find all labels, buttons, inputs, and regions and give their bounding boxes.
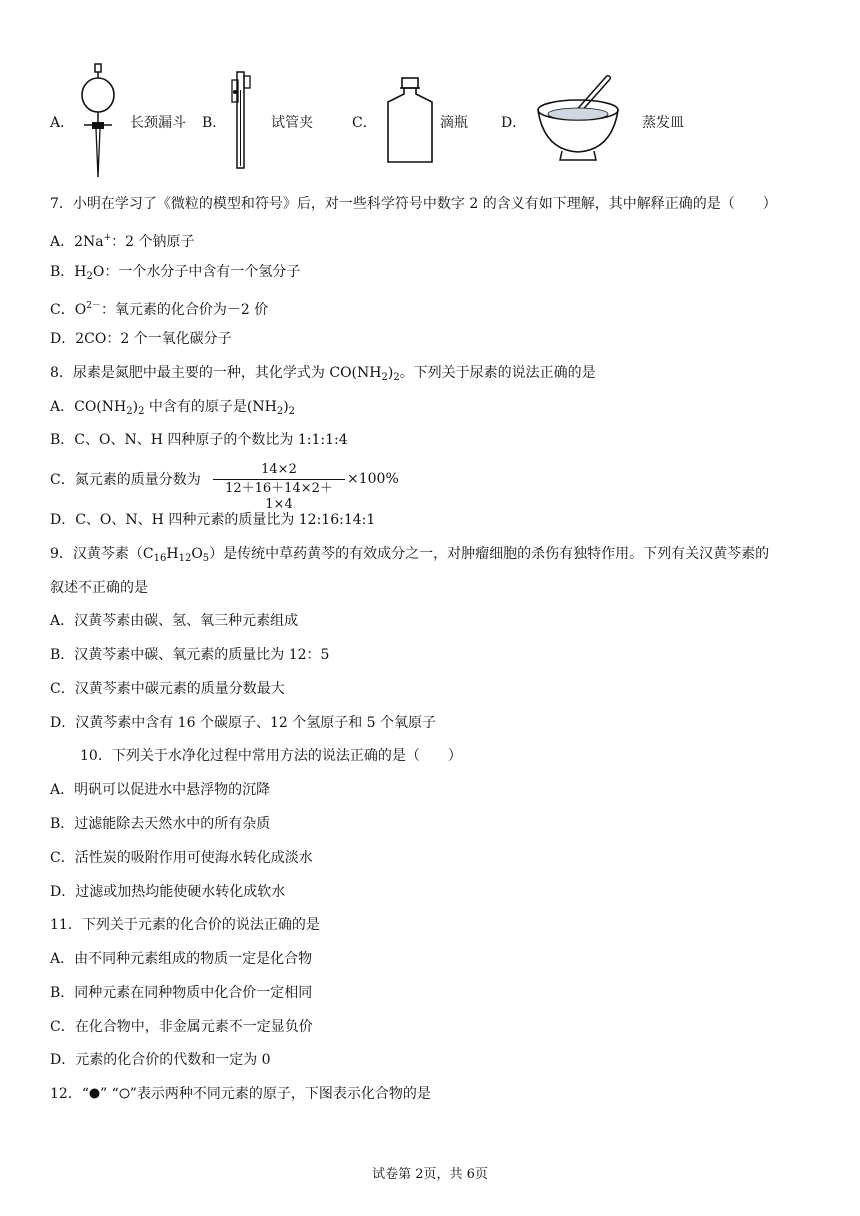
- q7-c-charge: 2－: [86, 301, 101, 311]
- q7-c-prefix: C．O: [50, 302, 87, 318]
- apparatus-name-b: 试管夹: [271, 115, 313, 131]
- q9-sub-h: 12: [178, 553, 192, 564]
- q8-stem-sub: 2: [381, 372, 388, 383]
- q9-sub-o: 5: [202, 553, 210, 564]
- q10-option-b: B．过滤能除去天然水中的所有杂质: [50, 816, 271, 832]
- q12-stem: [50, 1085, 431, 1103]
- option-letter-c: C．: [352, 115, 377, 131]
- q8-option-b: B．C、O、N、H 四种原子的个数比为 1:1:1:4: [50, 432, 348, 448]
- q8-stem-prefix: 8．尿素是氮肥中最主要的一种，其化学式为 CO(NH: [50, 365, 382, 381]
- q8-stem-sub2: 2: [393, 372, 400, 383]
- q11-option-d: D．元素的化合价的代数和一定为 0: [50, 1052, 271, 1068]
- q10-option-d: D．过滤或加热均能使硬水转化成软水: [50, 884, 286, 900]
- q8-a-mid: ): [132, 399, 139, 415]
- mortar-pestle-icon: [534, 74, 626, 164]
- q9-stem: [50, 545, 769, 568]
- apparatus-name-c: 滴瓶: [440, 115, 468, 131]
- q12-stem-suffix: ”表示两种不同元素的原子，下图表示化合物的是: [129, 1086, 431, 1102]
- q7-b-suffix: O：一个水分子中含有一个氢分子: [92, 264, 301, 280]
- test-tube-holder-icon: [228, 70, 254, 170]
- q9-stem-prefix: 9．汉黄芩素（C: [50, 546, 154, 562]
- fraction-numerator: 14×2: [261, 462, 297, 477]
- q7-stem: 7．小明在学习了《微粒的模型和符号》后，对一些科学符号中数字 2 的含义有如下理解，其中解释正确的是（ ）: [50, 196, 777, 212]
- fraction-bar: [213, 479, 345, 480]
- q11-option-a: A．由不同种元素组成的物质一定是化合物: [50, 951, 313, 967]
- q7-option-a: [50, 229, 195, 251]
- q8-stem: [50, 364, 596, 387]
- q8-a-mid3: ): [283, 399, 289, 415]
- q7-option-c: [50, 297, 268, 319]
- q8-stem-mid: ): [387, 365, 394, 381]
- option-letter-a: A．: [50, 115, 75, 131]
- q10-stem: 10．下列关于水净化过程中常用方法的说法正确的是（ ）: [80, 748, 462, 764]
- q9-stem-suffix: ）是传统中草药黄芩的有效成分之一，对肿瘤细胞的杀伤有独特作用。下列有关汉黄芩素的: [209, 546, 770, 562]
- option-letter-d: D．: [501, 115, 527, 131]
- q7-a-prefix: A．2Na: [50, 234, 104, 250]
- q8-a-sub4: 2: [288, 406, 296, 417]
- q10-option-c: C．活性炭的吸附作用可使海水转化成淡水: [50, 850, 313, 866]
- q9-option-a: A．汉黄芩素由碳、氢、氧三种元素组成: [50, 613, 299, 629]
- q12-stem-mid: ” “: [99, 1086, 119, 1102]
- q12-stem-prefix: 12．“: [50, 1086, 89, 1102]
- reagent-bottle-icon: [384, 76, 436, 166]
- q9-sub-c: 16: [153, 553, 167, 564]
- q8-a-prefix: A．CO(NH: [50, 399, 127, 415]
- q9-option-c: C．汉黄芩素中碳元素的质量分数最大: [50, 681, 285, 697]
- q8-option-a: [50, 398, 295, 421]
- q7-option-b: [50, 263, 300, 286]
- nitrogen-fraction: [213, 462, 345, 512]
- q8-a-sub2: 2: [138, 406, 145, 417]
- q7-b-subscript: 2: [86, 271, 93, 282]
- q9-stem-line2: 叙述不正确的是: [50, 580, 148, 596]
- separatory-funnel-icon: [78, 62, 118, 180]
- q7-c-suffix: ：氧元素的化合价为－2 价: [100, 302, 269, 318]
- hollow-atom-icon: [119, 1088, 130, 1099]
- q9-o: O: [191, 546, 203, 562]
- q8-stem-suffix: 。下列关于尿素的说法正确的是: [399, 365, 596, 381]
- apparatus-name-d: 蒸发皿: [642, 115, 684, 131]
- q8-a-sub3: 2: [276, 406, 284, 417]
- q8-option-d: D．C、O、N、H 四种元素的质量比为 12:16:14:1: [50, 512, 376, 528]
- apparatus-name-a: 长颈漏斗: [130, 115, 186, 131]
- fraction-denominator: 12＋16＋14×2＋1×4: [225, 481, 333, 512]
- q8-a-mid2: 中含有的原子是(NH: [144, 399, 277, 415]
- q10-option-a: A．明矾可以促进水中悬浮物的沉降: [50, 782, 271, 798]
- q9-option-d: D．汉黄芩素中含有 16 个碳原子、12 个氢原子和 5 个氧原子: [50, 715, 437, 731]
- q8-a-sub: 2: [126, 406, 133, 417]
- q7-a-charge: +: [103, 233, 112, 243]
- q11-option-b: B．同种元素在同种物质中化合价一定相同: [50, 985, 313, 1001]
- q11-stem: 11．下列关于元素的化合价的说法正确的是: [50, 917, 320, 933]
- q7-b-prefix: B．H: [50, 264, 87, 280]
- option-letter-b: B．: [202, 115, 227, 131]
- page-footer: 试卷第 2页，共 6页: [372, 1167, 488, 1182]
- q9-option-b: B．汉黄芩素中碳、氧元素的质量比为 12：5: [50, 647, 330, 663]
- q7-a-suffix: ：2 个钠原子: [111, 234, 195, 250]
- q11-option-c: C．在化合物中，非金属元素不一定显负价: [50, 1019, 313, 1035]
- filled-atom-icon: [89, 1088, 100, 1099]
- q8-option-c-prefix: C．氮元素的质量分数为: [50, 472, 201, 488]
- q9-h: H: [166, 546, 179, 562]
- q7-option-d: D．2CO：2 个一氧化碳分子: [50, 331, 232, 347]
- fraction-suffix: ×100%: [347, 471, 399, 487]
